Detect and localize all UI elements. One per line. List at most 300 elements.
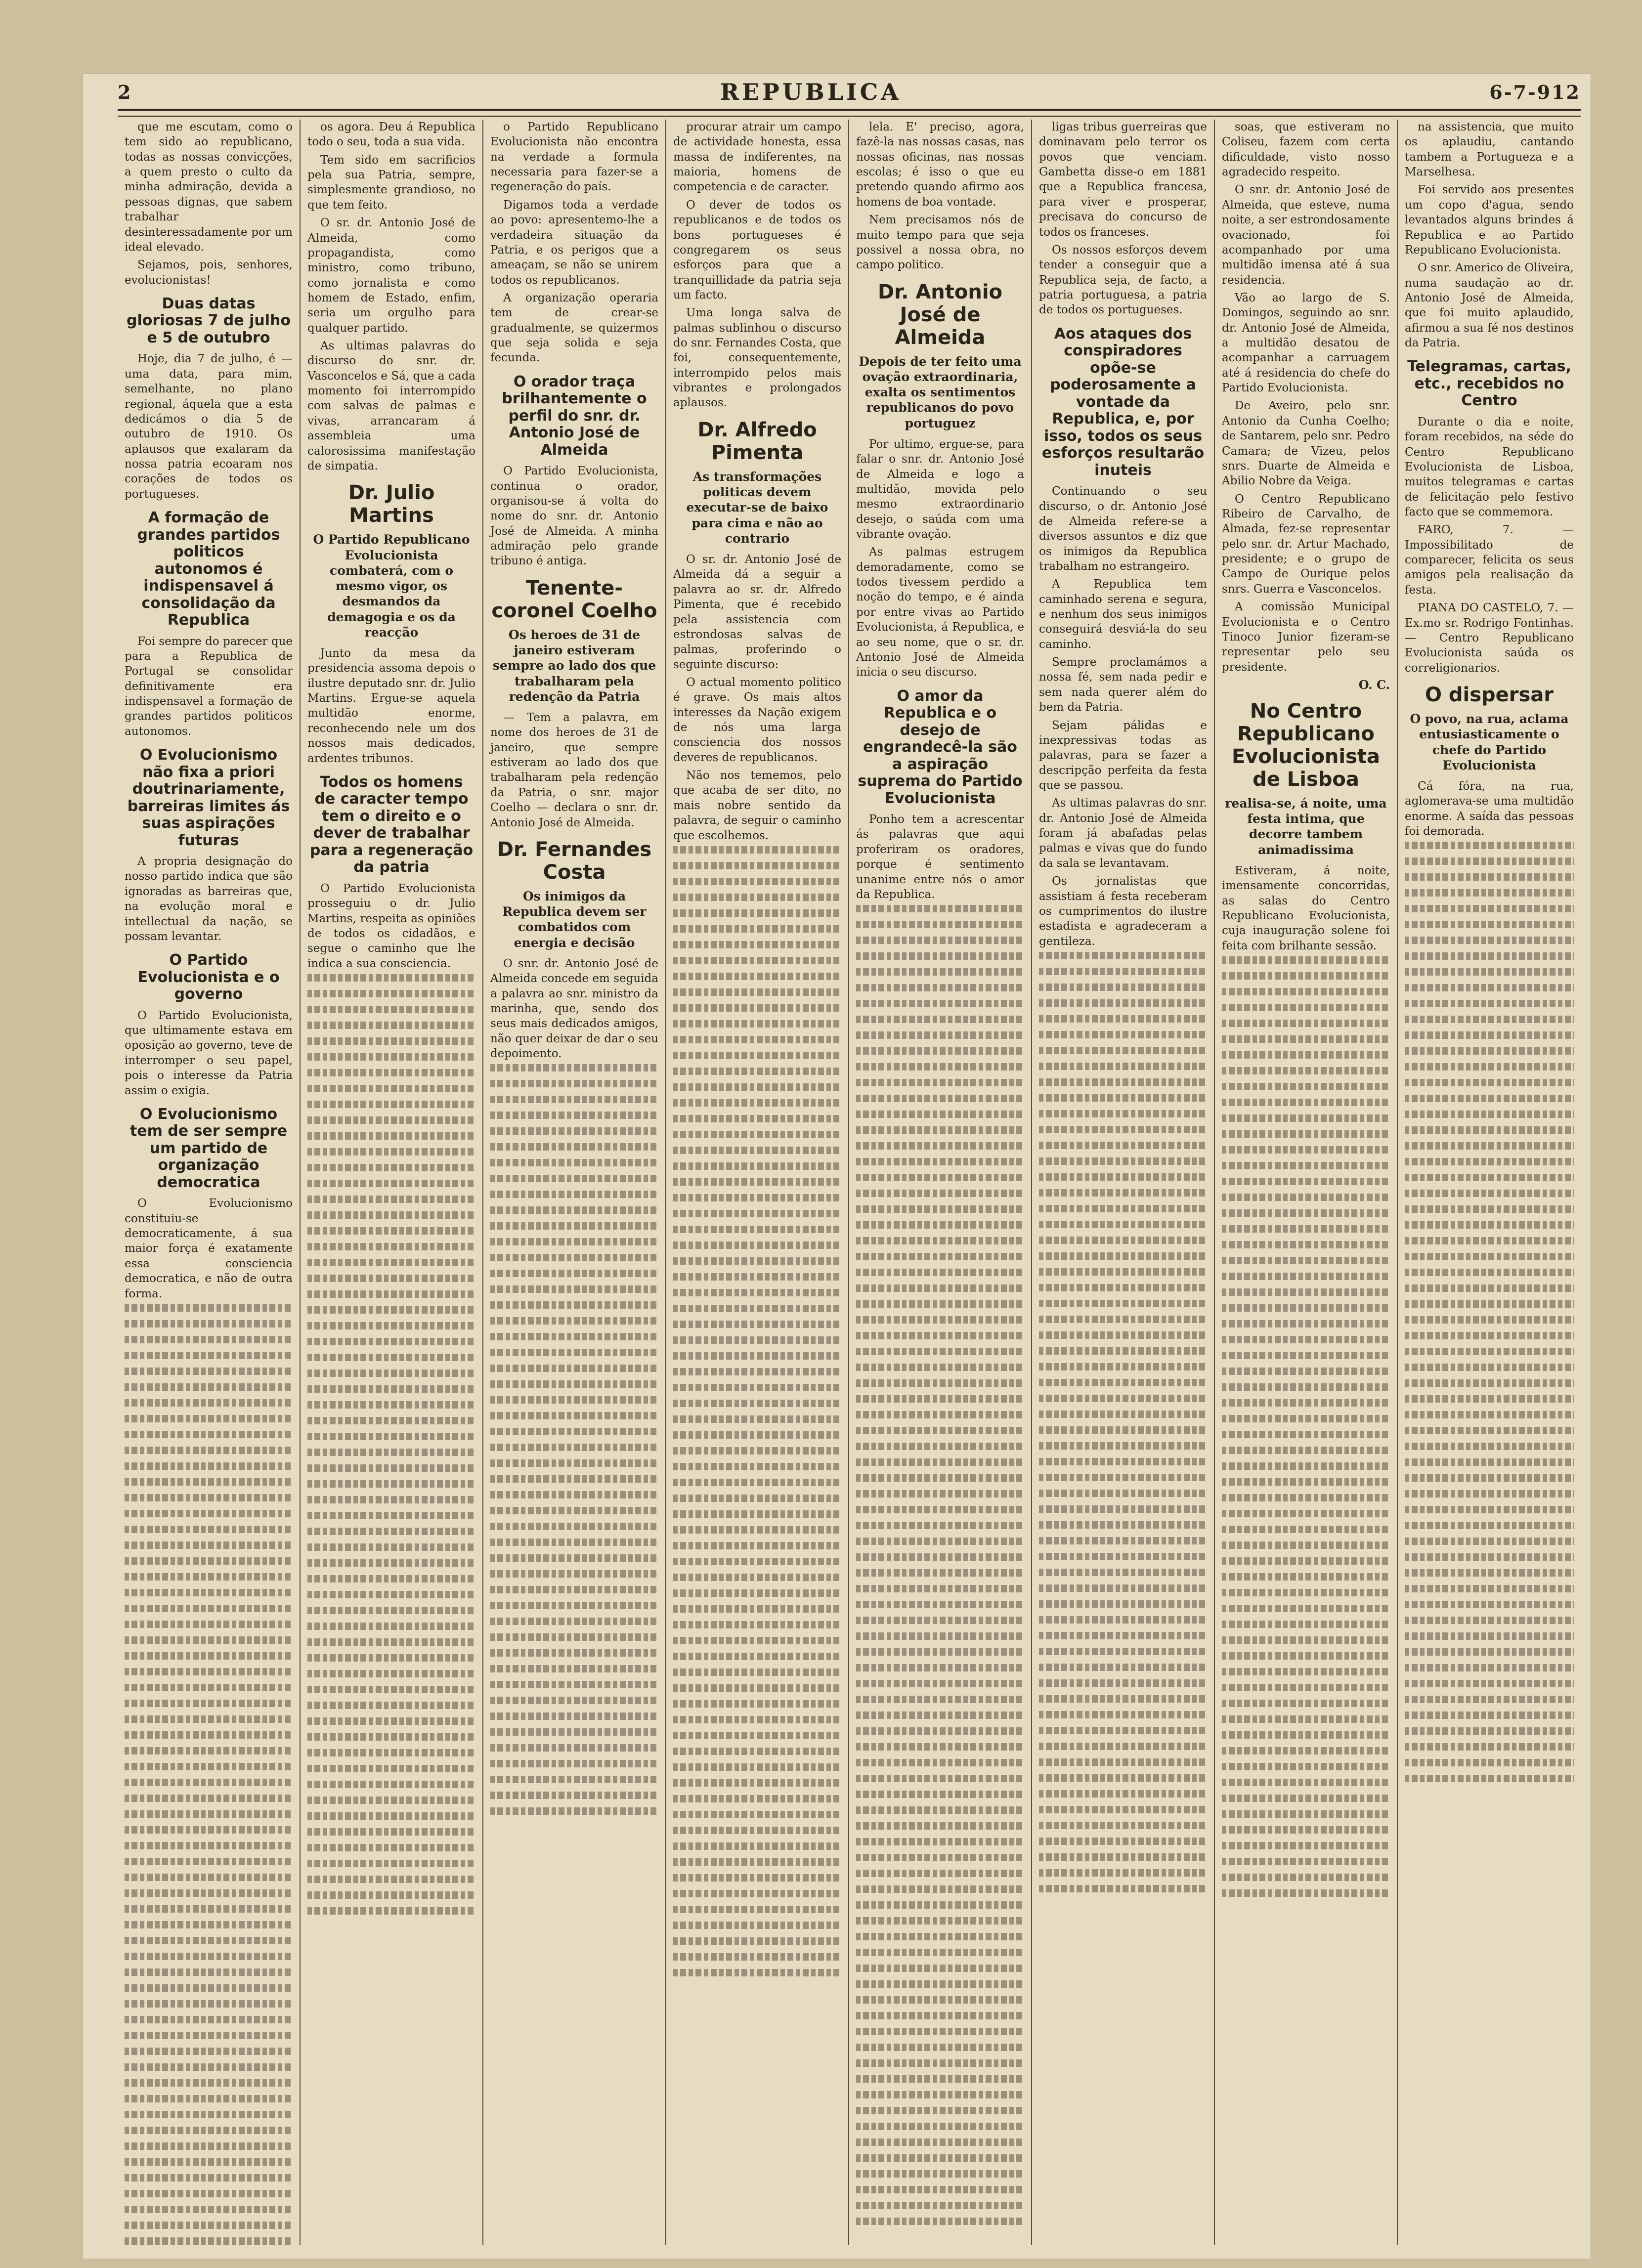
article-paragraph: As ultimas palavras do snr. dr. Antonio José de Almeida foram já abafadas pelas palmas e vivas que do fundo da sala se levantavam. (1039, 797, 1207, 870)
print-line (1039, 1268, 1207, 1276)
print-line (125, 2016, 293, 2023)
print-line (856, 1458, 1024, 1466)
article-paragraph: o Partido Republicano Evolucionista não encontra na verdade a formula necessaria para fazer-se a regeneração do país. (490, 121, 658, 194)
print-line (490, 1681, 658, 1688)
print-line (856, 1395, 1024, 1403)
print-line (1222, 1114, 1390, 1122)
article-paragraph: A Republica tem caminhado serena e segura, e nenhum dos seus inimigos conseguirá desviá-la do seu caminho. (1039, 578, 1207, 651)
article-heading: O Evolucionismo não fixa a priori doutrinariamente, barreiras limites ás suas aspirações futuras (127, 746, 290, 849)
print-line (1222, 1715, 1390, 1723)
print-line (490, 1491, 658, 1498)
print-line (125, 1905, 293, 1913)
article-paragraph: O Partido Evolucionista prosseguiu o dr. Julio Martins, respeita as opiniões de todos os cidadãos, e segue o caminho que lhe indica a sua consciencia. (307, 882, 475, 970)
print-line (1039, 1300, 1207, 1307)
column-5 (849, 120, 1032, 2245)
print-line (1405, 1585, 1574, 1592)
print-line (1039, 1379, 1207, 1386)
print-line (490, 1254, 658, 1261)
print-line (673, 1732, 841, 1739)
print-line (307, 1607, 475, 1614)
print-line (125, 1826, 293, 1834)
print-line (673, 1289, 841, 1296)
print-line (125, 1320, 293, 1327)
print-line (673, 1779, 841, 1787)
print-line (673, 1178, 841, 1186)
print-line (125, 1874, 293, 1881)
print-line (1039, 999, 1207, 1007)
print-line (1039, 952, 1207, 959)
print-line (1039, 1869, 1207, 1877)
print-line (673, 988, 841, 996)
print-line (856, 1443, 1024, 1450)
print-line (1222, 1241, 1390, 1248)
print-line (673, 1510, 841, 1518)
print-line (856, 1000, 1024, 1007)
print-line (856, 2091, 1024, 2098)
print-line (125, 1652, 293, 1660)
print-line (673, 909, 841, 917)
print-line (490, 1649, 658, 1657)
print-line (856, 1095, 1024, 1102)
print-line (1405, 1743, 1574, 1751)
print-line (1039, 1094, 1207, 1102)
print-line (307, 1085, 475, 1092)
print-line (1039, 1679, 1207, 1687)
print-line (1405, 937, 1574, 944)
print-line (1222, 1478, 1390, 1486)
print-line (1405, 984, 1574, 991)
print-line (125, 2142, 293, 2150)
article-subheading: O Partido Republicano Evolucionista combaterá, com o mesmo vigor, os desmandos da demagogia e os da reacção (313, 532, 470, 640)
print-line (1039, 1490, 1207, 1497)
print-line (125, 1668, 293, 1675)
print-line (673, 1241, 841, 1249)
print-line (125, 1605, 293, 1612)
print-line (125, 1573, 293, 1581)
print-line (307, 1591, 475, 1598)
print-line (1039, 1664, 1207, 1671)
print-line (1222, 1035, 1390, 1043)
print-line (1222, 1700, 1390, 1707)
print-line (307, 1543, 475, 1551)
print-line (1222, 1494, 1390, 1501)
print-line (1039, 1521, 1207, 1529)
print-line (1405, 1395, 1574, 1403)
print-line (673, 1795, 841, 1802)
print-line (490, 1712, 658, 1720)
print-line (307, 1132, 475, 1140)
print-line (125, 2222, 293, 2229)
print-line (125, 1842, 293, 1849)
print-line (1222, 1573, 1390, 1581)
print-line (856, 905, 1024, 912)
print-line (1405, 1712, 1574, 1719)
print-line (1405, 905, 1574, 912)
print-line (856, 921, 1024, 928)
print-line (125, 1810, 293, 1818)
print-line (490, 1665, 658, 1672)
print-line (307, 1417, 475, 1424)
print-line (1405, 1553, 1574, 1561)
print-line (490, 1602, 658, 1609)
print-line (673, 1637, 841, 1644)
print-line (1039, 1237, 1207, 1244)
print-line (1222, 1510, 1390, 1517)
print-line (307, 1575, 475, 1583)
print-line (490, 1744, 658, 1752)
article-paragraph: — Tem a palavra, em nome dos heroes de 31 de janeiro, que sempre estiveram ao lado dos que trabalharam pela redenção da Patria, o snr. major Coelho — declara o snr. dr. Antonio José de Almeida. (490, 711, 658, 829)
print-line (673, 1131, 841, 1138)
print-line (125, 1889, 293, 1897)
article-heading: Telegramas, cartas, etc., recebidos no Centro (1407, 358, 1571, 410)
article-paragraph: Sejamos, pois, senhores, evolucionistas! (125, 258, 293, 287)
print-line (1222, 1368, 1390, 1375)
print-line (125, 1431, 293, 1438)
print-line (673, 1842, 841, 1850)
article-paragraph: Vão ao largo de S. Domingos, seguindo ao snr. dr. Antonio José de Almeida, a multidão desatou de acompanhar a carruagem até á residencia do chefe do Partido Evolucionista. (1222, 291, 1390, 395)
print-line (673, 1431, 841, 1439)
print-line (125, 2000, 293, 2008)
article-paragraph: Sempre proclamámos a nossa fé, sem nada pedir e sem nada querer além do bem da Patria. (1039, 656, 1207, 714)
print-line (856, 1332, 1024, 1339)
column-8 (1398, 120, 1581, 2245)
article-paragraph: Durante o dia e noite, foram recebidos, na séde do Centro Republicano Evolucionista de Lisboa, muitos telegramas e cartas de felicitação pelo festivo facto que se commemora. (1405, 415, 1574, 519)
print-line (1039, 1173, 1207, 1181)
column-1 (118, 120, 301, 2245)
print-line (856, 1759, 1024, 1766)
print-line (125, 1636, 293, 1644)
print-line (856, 1221, 1024, 1229)
print-line (307, 1702, 475, 1709)
article-subheading: realisa-se, á noite, uma festa intima, que decorre tambem animadissima (1225, 796, 1387, 857)
print-line (856, 1569, 1024, 1577)
print-line (1039, 1442, 1207, 1450)
article-paragraph: na assistencia, que muito os aplaudiu, cantando tambem a Portugueza e a Marselhesa. (1405, 121, 1574, 179)
print-line (673, 1906, 841, 1913)
print-line (673, 1083, 841, 1091)
print-line (673, 1574, 841, 1581)
print-line (1222, 1209, 1390, 1217)
print-line (1222, 1557, 1390, 1565)
print-line (856, 2154, 1024, 2162)
page-number: 2 (118, 81, 132, 103)
print-line (490, 1475, 658, 1483)
print-line (307, 1686, 475, 1693)
print-line (307, 1828, 475, 1836)
print-line (1222, 1257, 1390, 1264)
print-line (856, 1111, 1024, 1118)
print-line (307, 1196, 475, 1203)
print-line (125, 1621, 293, 1628)
print-line (307, 1401, 475, 1409)
print-line (856, 1680, 1024, 1687)
print-line (673, 1115, 841, 1122)
article-paragraph: O dever de todos os republicanos e de todos os bons portugueses é congregarem os seus esforços para que a tranquillidade da patria seja um facto. (673, 198, 841, 301)
article-paragraph: As palmas estrugem demoradamente, como se todos tivessem perdido a noção do tempo, e é ainda por entre vivas ao Partido Evolucionista, á Republica, e ao seu nome, que o sr. dr. Antonio José de Almeida inicia o seu discurso. (856, 546, 1024, 679)
print-line (307, 1528, 475, 1535)
print-line (673, 1336, 841, 1344)
print-line (1222, 1652, 1390, 1660)
print-line (1405, 1522, 1574, 1529)
print-line (307, 1512, 475, 1519)
print-line (307, 990, 475, 997)
print-line (490, 1191, 658, 1198)
print-line (1405, 1253, 1574, 1260)
print-line (856, 1522, 1024, 1529)
print-line (1222, 1541, 1390, 1549)
print-line (1222, 1304, 1390, 1312)
article-paragraph: O Evolucionismo constituiu-se democraticamente, á sua maior força é exatamente essa consciencia democratica, e não de outra forma. (125, 1197, 293, 1300)
article-paragraph: Hoje, dia 7 de julho, é — uma data, para mim, semelhante, no plano regional, áquela que a esta dedicámos o dia 5 de outubro de 1910. Os aplausos que exalaram da nossa patria ecoaram nos corações de todos os portugueses. (125, 352, 293, 501)
print-line (125, 1715, 293, 1723)
print-line (125, 1937, 293, 1944)
print-line (1405, 1237, 1574, 1244)
print-line (1039, 1584, 1207, 1592)
print-line (307, 1559, 475, 1567)
print-line (307, 1891, 475, 1899)
print-line (856, 1016, 1024, 1023)
article-paragraph: Continuando o seu discurso, o dr. Antonio José de Almeida refere-se a diversos assuntos e diz que os inimigos da Republica trabalham no estrangeiro. (1039, 485, 1207, 573)
print-line (1039, 1031, 1207, 1038)
print-line (856, 2028, 1024, 2035)
print-line (307, 974, 475, 982)
print-line (1405, 1775, 1574, 1782)
print-line (1222, 1004, 1390, 1011)
print-line (856, 1617, 1024, 1624)
print-line (1222, 1589, 1390, 1596)
print-line (490, 1507, 658, 1514)
print-line (856, 1316, 1024, 1324)
print-line (673, 1368, 841, 1375)
print-line (1222, 1130, 1390, 1138)
print-line (856, 1933, 1024, 1940)
print-line (125, 1510, 293, 1517)
article-paragraph: Digamos toda a verdade ao povo: apresentemo-lhe a verdadeira situação da Patria, e os perigos que a ameaçam, se não se unirem todos os republicanos. (490, 198, 658, 287)
print-line (856, 1474, 1024, 1482)
print-line (856, 1775, 1024, 1782)
print-line (1405, 1126, 1574, 1134)
print-line (125, 2190, 293, 2197)
print-line (673, 1653, 841, 1660)
print-line (125, 1494, 293, 1501)
print-line (307, 1164, 475, 1171)
print-line (125, 1747, 293, 1754)
print-line (307, 1623, 475, 1630)
print-line (856, 2123, 1024, 2130)
article-paragraph: A comissão Municipal Evolucionista e o Centro Tinoco Junior fizeram-se representar pelo seu presidente. (1222, 600, 1390, 674)
print-line (856, 1506, 1024, 1513)
print-line (1222, 1051, 1390, 1059)
article-paragraph: A propria designação do nosso partido indica que são ignoradas as barreiras que, na evolução moral e intellectual da nação, se possam levantar. (125, 855, 293, 943)
print-line (1222, 1099, 1390, 1106)
print-line (307, 1053, 475, 1061)
print-line (673, 1210, 841, 1217)
print-line (1222, 1415, 1390, 1422)
print-line (125, 2158, 293, 2166)
print-line (673, 1716, 841, 1723)
article-paragraph: procurar atrair um campo de actividade honesta, essa massa de indiferentes, na maioria, homens de competencia e de caracter. (673, 121, 841, 194)
print-line (307, 1369, 475, 1377)
article-heading: Duas datas gloriosas 7 de julho e 5 de outubro (127, 295, 291, 346)
print-line (1405, 1300, 1574, 1308)
print-line (125, 2063, 293, 2071)
article-heading: Dr. Fernandes Costa (497, 838, 652, 884)
print-line (673, 1811, 841, 1818)
print-line (1405, 1016, 1574, 1023)
print-line (1039, 1553, 1207, 1560)
print-line (490, 1238, 658, 1245)
print-line (1405, 1474, 1574, 1482)
print-line (1405, 1269, 1574, 1276)
print-line (856, 1949, 1024, 1956)
print-line (307, 1148, 475, 1155)
print-line (856, 937, 1024, 944)
print-line (307, 1259, 475, 1266)
print-line (856, 1490, 1024, 1498)
article-paragraph: Foi sempre do parecer que para a Republica de Portugal se consolidar definitivamente era indispensavel a formação de grandes partidos politicos autonomos. (125, 635, 293, 738)
print-line (856, 1712, 1024, 1719)
print-line (673, 1495, 841, 1502)
print-line (673, 1763, 841, 1771)
print-line (856, 1538, 1024, 1545)
print-line (856, 1727, 1024, 1735)
print-line (490, 1539, 658, 1546)
article-heading: Tenente-coronel Coelho (491, 576, 657, 622)
print-line (1405, 1490, 1574, 1498)
print-line (307, 1101, 475, 1108)
print-line (856, 1142, 1024, 1150)
print-line (307, 1275, 475, 1282)
print-line (1405, 1174, 1574, 1181)
print-line (1039, 1774, 1207, 1782)
print-line (1039, 1157, 1207, 1165)
print-line (490, 1112, 658, 1119)
print-line (673, 1447, 841, 1455)
print-line (673, 1400, 841, 1407)
newspaper-page (83, 74, 1591, 2259)
print-line (1039, 1838, 1207, 1845)
article-paragraph: As ultimas palavras do discurso do snr. dr. Vasconcelos e Sá, que a cada momento foi interrompido com salvas de palmas e vivas, arrancaram á assembleia uma calorosissima manifestação de simpatia. (307, 340, 475, 472)
article-paragraph: O snr. dr. Antonio José de Almeida, que esteve, numa noite, a ser estrondosamente ovacionado, foi acompanhado por uma multidão imensa até á sua residencia. (1222, 183, 1390, 287)
print-line (1222, 1352, 1390, 1359)
print-line (490, 1697, 658, 1704)
print-line (1222, 956, 1390, 964)
print-line (1039, 1411, 1207, 1418)
print-line (1405, 1411, 1574, 1418)
article-paragraph: Ponho tem a acrescentar ás palavras que aqui proferiram os oradores, porque é sentimento unanime entre nós o amor da Republica. (856, 813, 1024, 901)
article-paragraph: Sejam pálidas e inexpressivas todas as palavras, para se fazer a descripção perfeita da festa que se passou. (1039, 719, 1207, 792)
print-line (1039, 968, 1207, 975)
print-line (1039, 1600, 1207, 1608)
print-line (1039, 1853, 1207, 1861)
print-line (856, 2139, 1024, 2146)
print-line (490, 1270, 658, 1277)
print-line (856, 1063, 1024, 1070)
print-line (1405, 1063, 1574, 1070)
print-line (673, 1036, 841, 1043)
print-line (307, 1243, 475, 1250)
print-line (856, 1031, 1024, 1039)
print-line (307, 1797, 475, 1804)
print-line (673, 973, 841, 980)
article-paragraph: O sr. dr. Antonio José de Almeida dá a seguir a palavra ao sr. dr. Alfredo Pimenta, que é recebido pela assistencia com estrondosas salvas de palmas, proferindo o seguinte discurso: (673, 553, 841, 671)
print-line (1039, 1363, 1207, 1370)
print-line (307, 1022, 475, 1029)
print-line (1222, 1858, 1390, 1865)
print-line (1039, 1205, 1207, 1212)
print-line (1039, 1569, 1207, 1576)
print-line (1405, 1538, 1574, 1545)
article-paragraph: A organização operaria tem de crear-se gradualmente, se quizermos que seja solida e seja fecunda. (490, 291, 658, 365)
print-line (1405, 1348, 1574, 1355)
article-paragraph: Por ultimo, ergue-se, para falar o snr. dr. Antonio José de Almeida e logo a multidão, movida pelo mesmo extraordinario desejo, o saúda com uma vibrante ovação. (856, 437, 1024, 541)
print-line (1405, 1680, 1574, 1687)
print-line (856, 1379, 1024, 1387)
print-line (1405, 1601, 1574, 1608)
print-line (856, 1791, 1024, 1798)
print-line (673, 925, 841, 933)
print-line (856, 1601, 1024, 1608)
print-line (1405, 1031, 1574, 1039)
print-line (1039, 1711, 1207, 1718)
print-line (1039, 1110, 1207, 1117)
print-line (125, 1336, 293, 1343)
print-line (856, 1885, 1024, 1893)
print-line (856, 1901, 1024, 1909)
print-line (673, 1542, 841, 1549)
print-line (125, 1304, 293, 1312)
print-line (673, 1194, 841, 1201)
print-line (307, 1464, 475, 1472)
print-line (1405, 1332, 1574, 1339)
print-line (1405, 1632, 1574, 1640)
print-line (307, 1717, 475, 1725)
print-line (1222, 1383, 1390, 1391)
print-line (1222, 1889, 1390, 1897)
print-line (1222, 1874, 1390, 1881)
print-line (1405, 1664, 1574, 1671)
article-paragraph: O Partido Evolucionista, que ultimamente estava em oposição ao governo, teve de interromper o seu papel, pois o interesse da Patria assim o exigia. (125, 1009, 293, 1097)
article-heading: O dispersar (1425, 684, 1554, 706)
print-line (1222, 1842, 1390, 1849)
print-line (307, 1654, 475, 1662)
print-line (856, 1632, 1024, 1640)
article-paragraph: O snr. dr. Antonio José de Almeida concede em seguida a palavra ao snr. ministro da marinha, que, sendo dos seus mais dedicados amigos, não quer deixar de dar o seu depoimento. (490, 957, 658, 1061)
article-paragraph: Não nos tememos, pelo que acaba de ser dito, no mais nobre sentido da palavra, de seguir o caminho que escolhemos. (673, 769, 841, 842)
print-line (125, 1731, 293, 1739)
print-line (1039, 984, 1207, 991)
print-line (307, 1638, 475, 1646)
print-line (307, 1306, 475, 1314)
print-line (1222, 1636, 1390, 1644)
print-line (856, 1237, 1024, 1244)
print-line (490, 1776, 658, 1783)
print-line (307, 1860, 475, 1867)
print-line (673, 1827, 841, 1834)
print-line (856, 1205, 1024, 1213)
print-line (490, 1080, 658, 1087)
print-line (1222, 1399, 1390, 1407)
print-line (673, 1226, 841, 1233)
print-line (1039, 1015, 1207, 1023)
article-paragraph: PIANA DO CASTELO, 7. — Ex.mo sr. Rodrigo Fontinhas. — Centro Republicano Evolucionista saúda os correligionarios. (1405, 601, 1574, 675)
print-line (673, 1099, 841, 1107)
print-line (307, 1670, 475, 1677)
print-line (125, 2127, 293, 2134)
print-line (1405, 1727, 1574, 1735)
print-line (856, 1047, 1024, 1055)
print-line (673, 1890, 841, 1897)
